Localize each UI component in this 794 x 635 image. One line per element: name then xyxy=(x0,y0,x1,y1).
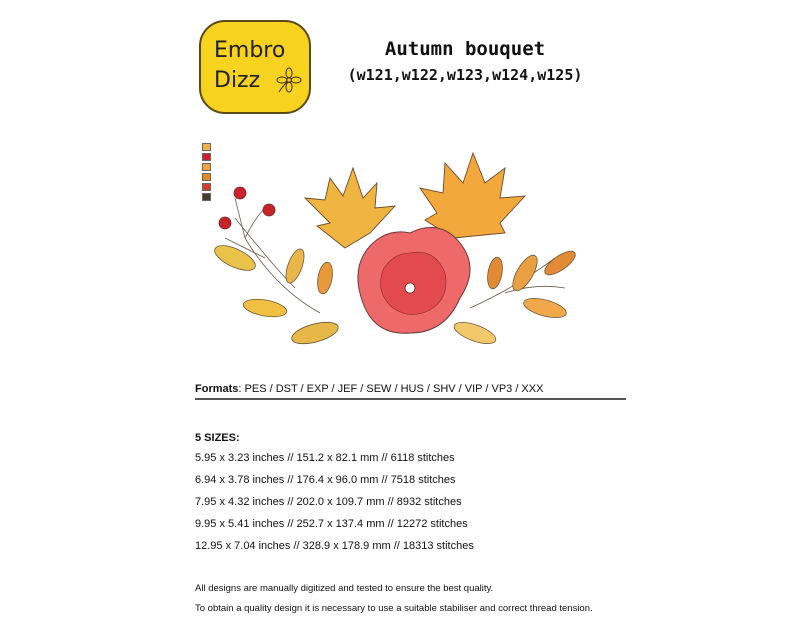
design-codes: (w121,w122,w123,w124,w125) xyxy=(347,66,583,84)
size-row: 9.95 x 5.41 inches // 252.7 x 137.4 mm // 12272 stitches xyxy=(195,518,468,530)
embroidery-artwork xyxy=(205,138,580,360)
formats-line xyxy=(195,383,543,395)
formats-list: : PES / DST / EXP / JEF / SEW / HUS / SHV / VIP / VP3 / XXX xyxy=(238,383,544,395)
logo-text-line1: Embro xyxy=(214,38,286,63)
size-row: 7.95 x 4.32 inches // 202.0 x 109.7 mm // 8932 stitches xyxy=(195,496,462,508)
quality-note: All designs are manually digitized and tested to ensure the best quality. xyxy=(195,583,494,594)
size-row: 6.94 x 3.78 inches // 176.4 x 96.0 mm // 7518 stitches xyxy=(195,474,456,486)
formats-label: Formats xyxy=(195,383,239,395)
flower-icon xyxy=(275,66,303,94)
size-row: 12.95 x 7.04 inches // 328.9 x 178.9 mm // 18313 stitches xyxy=(195,540,474,552)
design-title: Autumn bouquet xyxy=(384,38,546,60)
stabiliser-note: To obtain a quality design it is necessary to use a suitable stabiliser and correct thread tension. xyxy=(195,603,593,614)
brand-logo xyxy=(199,20,311,114)
logo-text-line2: Dizz xyxy=(214,68,261,93)
size-row: 5.95 x 3.23 inches // 151.2 x 82.1 mm // 6118 stitches xyxy=(195,452,455,464)
divider xyxy=(195,398,626,400)
sizes-heading: 5 SIZES: xyxy=(195,432,240,444)
